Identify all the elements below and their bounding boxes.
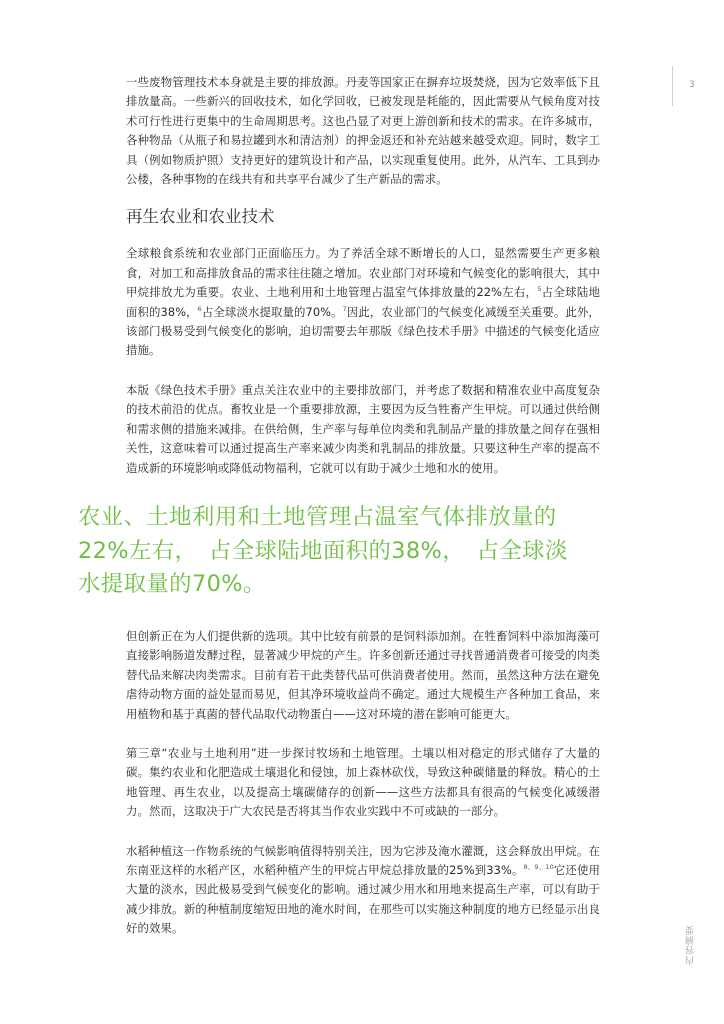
paragraph-livestock: 本版《绿色技术手册》重点关注农业中的主要排放部门，并考虑了数据和精准农业中高度复杂的技术前沿的优点。畜牧业是一个重要排放源，主要因为反刍牲畜产生甲烷。可以通过供给侧和需求侧的措施来减排。在供给侧，生产率与每单位肉类和乳制品产量的排放量之间存在强相关性，这意味着可以通过提高生产率来减少肉类和乳制品的排放量。只要这种生产率的提高不造成新的环境影响或降低动物福利，它就可以有助于减少土地和水的使用。 — [126, 382, 600, 475]
pull-quote-line-1: 农业、土地利用和土地管理占温室气体排放量的 — [78, 504, 557, 530]
pull-quote — [78, 501, 618, 602]
paragraph-food-system-part-2: 占全球陆地面积的38%， — [126, 285, 600, 319]
footnote-ref-8-9-10[interactable]: 8、9、10 — [523, 863, 554, 872]
paragraph-waste-management: 一些废物管理技术本身就是主要的排放源。丹麦等国家正在摒弃垃圾焚烧，因为它效率低下且排放量高。一些新兴的回收技术，如化学回收，已被发现是耗能的，因此需要从气候角度对技术可行性进行更集中的生命周期思考。这也凸显了对更上游创新和技术的需求。在许多城市，各种物品（从瓶子和易拉罐到水和清洁剂）的押金返还和补充站越来越受欢迎。同时，数字工具（例如物质护照）支持更好的建筑设计和产品，以实现重复使用。此外，从汽车、工具到办公楼，各种事物的在线共有和共享平台减少了生产新品的需求。 — [126, 75, 600, 187]
paragraph-rice-part-1: 水稻种植这一作物系统的气候影响值得特别关注，因为它涉及淹水灌溉，这会释放出甲烷。在东南亚这样的水稻产区，水稻种植产生的甲烷占甲烷总排放量的25%到33%。 — [126, 843, 600, 878]
paragraph-food-system-part-3: 占全球淡水提取量的70%。 — [201, 304, 343, 319]
footnote-ref-7[interactable]: 7 — [342, 304, 347, 313]
pull-quote-line-2: 22%左右， 占全球陆地面积的38%， 占全球淡 — [78, 537, 568, 564]
footnote-ref-5[interactable]: 5 — [537, 285, 542, 294]
paragraph-rice-part-2: 它还使用大量的淡水，因此极易受到气候变化的影响。通过减少用水和用地来提高生产率，可以有助于减少排放。新的种植制度缩短田地的淹水时间，在那些可以实施这种制度的地方已经显示出良好的效果。 — [126, 863, 600, 936]
section-heading: 再生农业和农业技术 — [126, 207, 275, 227]
page-number: 3 — [689, 80, 695, 90]
pull-quote-line-3: 水提取量的70%。 — [78, 571, 266, 598]
paragraph-innovation: 但创新正在为人们提供新的选项。其中比较有前景的是饲料添加剂。在牲畜饲料中添加海藻可直接影响肠道发酵过程，显著减少甲烷的产生。许多创新还通过寻找普通消费者可接受的肉类替代品来解决肉类需求。目前有若干此类替代品可供消费者使用。然而，虽然这种方法在避免虐待动物方面的益处显而易见，但其净环境收益尚不确定。通过大规模生产各种加工食品，来用植物和基于真菌的替代品取代动物蛋白——这对环境的潜在影响可能更大。 — [126, 629, 600, 721]
paragraph-rice — [126, 842, 600, 939]
paragraph-food-system-part-1: 全球粮食系统和农业部门正面临压力。为了养活全球不断增长的人口，显然需要生产更多粮食，对加工和高排放食品的需求往往随之增加。农业部门对环境和气候变化的影响很大，其中甲烷排放尤为重要。农业、土地利用和土地管理占温室气体排放量的22%左右， — [126, 246, 600, 300]
paragraph-land-use: 第三章“农业与土地利用”进一步探讨牧场和土地管理。土壤以相对稳定的形式储存了大量的碳。集约农业和化肥造成土壤退化和侵蚀，加上森林砍伐，导致这种碳储量的释放。精心的土地管理、再生农业，以及提高土壤碳储存的创新——这些方法都具有很高的气候变化减缓潜力。然而，这取决于广大农民是否将其当作农业实践中不可或缺的一部分。 — [126, 746, 600, 819]
paragraph-food-system-part-4: 因此，农业部门的气候变化减缓至关重要。此外，该部门极易受到气候变化的影响，迫切需要去年那版《绿色技术手册》中描述的气候变化适应措施。 — [126, 304, 600, 358]
paragraph-food-system — [126, 244, 600, 360]
header-divider — [672, 66, 673, 106]
section-side-label: 内容摘要 — [686, 925, 696, 965]
lower-content — [126, 627, 600, 939]
main-content — [126, 73, 600, 478]
footnote-ref-6[interactable]: 6 — [197, 304, 202, 313]
